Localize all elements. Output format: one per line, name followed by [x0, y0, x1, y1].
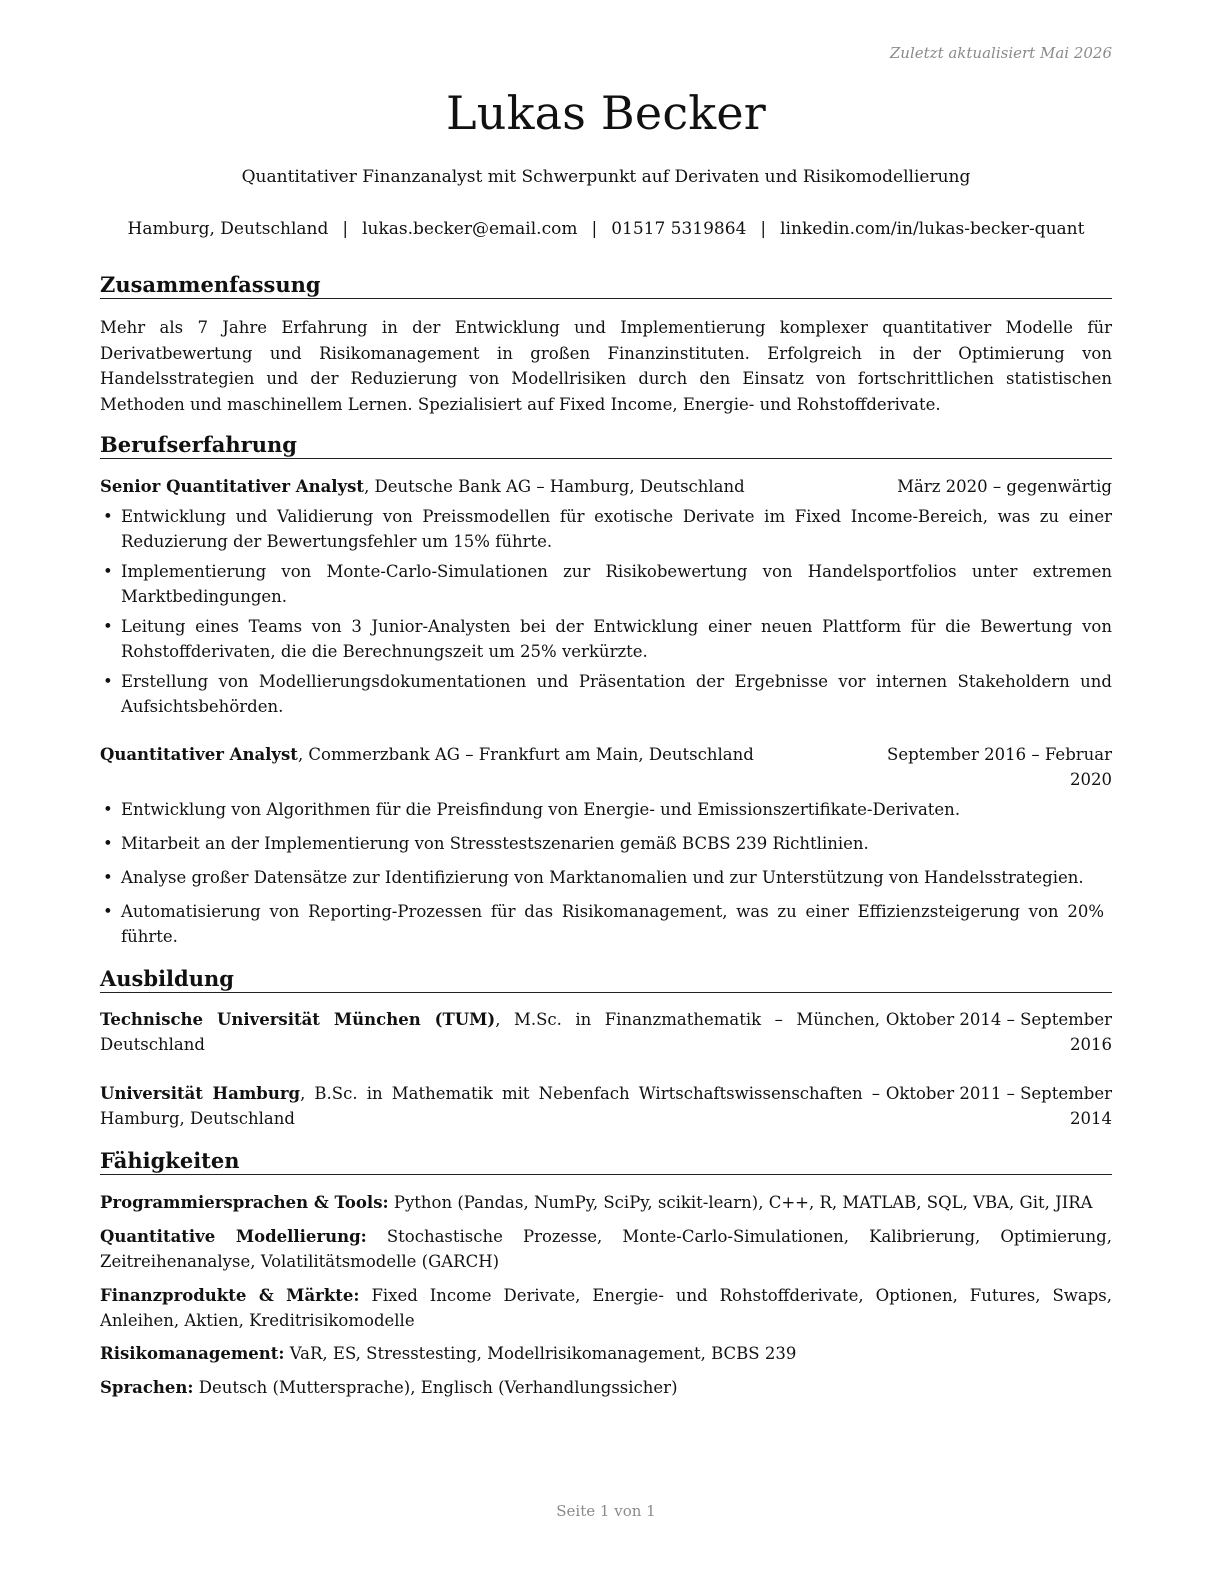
- skill-line: [100, 1283, 1112, 1333]
- list-item: • Leitung eines Teams von 3 Junior-Analysten bei der Entwicklung einer neuen Plattform für die Bewertung von Rohstoffderivaten, die die Berechnungszeit um 25% verkürzte.: [100, 614, 1112, 664]
- list-item: • Erstellung von Modellierungsdokumentationen und Präsentation der Ergebnisse vor internen Stakeholdern und Aufsichtsbehörden.: [100, 669, 1112, 719]
- contact-location: Hamburg, Deutschland: [127, 219, 329, 239]
- job-bullets: [100, 797, 1112, 949]
- job-org: , Deutsche Bank AG – Hamburg, Deutschland: [364, 477, 745, 496]
- candidate-name: Lukas Becker: [446, 86, 766, 140]
- list-item: • Implementierung von Monte-Carlo-Simulationen zur Risikobewertung von Handelsportfolios unter extremen Marktbedingungen.: [100, 559, 1112, 609]
- contact-separator: |: [342, 219, 349, 239]
- job-header: [100, 742, 1112, 789]
- skill-label: Quantitative Modellierung:: [100, 1227, 367, 1246]
- education-detail: , B.Sc. in Mathematik mit Nebenfach Wirtschaftswissenschaften – Hamburg, Deutschland: [100, 1084, 881, 1128]
- skill-label: Risikomanagement:: [100, 1344, 285, 1363]
- education-entry: [100, 1081, 1112, 1131]
- skill-line: [100, 1224, 1112, 1274]
- list-item: • Analyse großer Datensätze zur Identifizierung von Marktanomalien und zur Unterstützung von Handelsstrategien.: [100, 865, 1112, 890]
- job-org: , Commerzbank AG – Frankfurt am Main, Deutschland: [297, 745, 754, 764]
- bullet-icon: •: [103, 672, 113, 691]
- list-item: • Entwicklung und Validierung von Preissmodellen für exotische Derivate im Fixed Income-Bereich, was zu einer Reduzierung der Bewertungsfehler um 15% führte.: [100, 504, 1112, 554]
- bullet-icon: •: [103, 868, 113, 887]
- job-role: Senior Quantitativer Analyst: [100, 477, 365, 496]
- section-title-education: Ausbildung: [100, 966, 1112, 993]
- bullet-icon: •: [103, 800, 113, 819]
- bullet-icon: •: [103, 834, 113, 853]
- job-header: [100, 474, 1112, 499]
- page-number: Seite 1 von 1: [556, 1502, 656, 1520]
- education-dates: Oktober 2014 – September 2016: [885, 1010, 1112, 1054]
- list-item: • Entwicklung von Algorithmen für die Preisfindung von Energie- und Emissionszertifikate-Derivaten.: [100, 797, 1112, 822]
- education-detail: , M.Sc. in Finanzmathematik – München, Deutschland: [100, 1010, 880, 1054]
- tagline: Quantitativer Finanzanalyst mit Schwerpunkt auf Derivaten und Risikomodellierung: [241, 167, 971, 187]
- contact-email[interactable]: lukas.becker@email.com: [362, 219, 578, 239]
- section-title-skills: Fähigkeiten: [100, 1148, 1112, 1175]
- skill-value: Fixed Income Derivate, Energie- und Rohstoffderivate, Optionen, Futures, Swaps, Anleihen, Aktien, Kreditrisikomodelle: [100, 1286, 1112, 1330]
- skill-line: [100, 1375, 1112, 1400]
- bullet-icon: •: [103, 902, 113, 921]
- education-school: Universität Hamburg: [100, 1084, 301, 1103]
- contact-line: [80, 219, 1132, 239]
- skill-value: Python (Pandas, NumPy, SciPy, scikit-learn), C++, R, MATLAB, SQL, VBA, Git, JIRA: [388, 1193, 1093, 1212]
- contact-linkedin[interactable]: linkedin.com/in/lukas-becker-quant: [780, 219, 1085, 239]
- job-dates: September 2016 – Februar 2020: [887, 745, 1112, 789]
- skill-value: Deutsch (Muttersprache), Englisch (Verhandlungssicher): [193, 1378, 678, 1397]
- resume-page: [100, 0, 1112, 1584]
- section-title-experience: Berufserfahrung: [100, 432, 1112, 459]
- contact-separator: |: [760, 219, 767, 239]
- contact-separator: |: [591, 219, 598, 239]
- skill-label: Sprachen:: [100, 1378, 194, 1397]
- education-dates: Oktober 2011 – September 2014: [885, 1084, 1112, 1128]
- skill-value: Stochastische Prozesse, Monte-Carlo-Simulationen, Kalibrierung, Optimierung, Zeitreihenanalyse, Volatilitätsmodelle (GARCH): [100, 1227, 1112, 1271]
- education-school: Technische Universität München (TUM): [100, 1010, 496, 1029]
- bullet-icon: •: [103, 507, 113, 526]
- list-item: • Mitarbeit an der Implementierung von Stresstestszenarien gemäß BCBS 239 Richtlinien.: [100, 831, 1112, 856]
- skill-label: Finanzprodukte & Märkte:: [100, 1286, 360, 1305]
- skill-line: [100, 1190, 1112, 1215]
- summary-text: Mehr als 7 Jahre Erfahrung in der Entwicklung und Implementierung komplexer quantitativer Modelle für Derivatbewertung und Risikomanagement in großen Finanzinstituten. Erfolgreich in der Optimierung von Handelsstrategien und der Reduzierung von Modellrisiken durch den Einsatz von fortschrittlichen statistischen Methoden und maschinellem Lernen. Spezialisiert auf Fixed Income, Energie- und Rohstoffderivate.: [100, 318, 1112, 414]
- skill-line: [100, 1341, 1112, 1366]
- contact-phone: 01517 5319864: [611, 219, 747, 239]
- education-entry: [100, 1007, 1112, 1057]
- list-item: • Automatisierung von Reporting-Prozessen für das Risikomanagement, was zu einer Effizienzsteigerung von 20% führte.: [100, 899, 1112, 949]
- job-bullets: [100, 504, 1112, 719]
- job-role: Quantitativer Analyst: [100, 745, 298, 764]
- bullet-icon: •: [103, 562, 113, 581]
- last-updated: Zuletzt aktualisiert Mai 2026: [889, 44, 1112, 62]
- bullet-icon: •: [103, 617, 113, 636]
- skill-value: VaR, ES, Stresstesting, Modellrisikomanagement, BCBS 239: [284, 1344, 797, 1363]
- skill-label: Programmiersprachen & Tools:: [100, 1193, 389, 1212]
- section-title-summary: Zusammenfassung: [100, 272, 1112, 299]
- job-dates: März 2020 – gegenwärtig: [897, 477, 1112, 496]
